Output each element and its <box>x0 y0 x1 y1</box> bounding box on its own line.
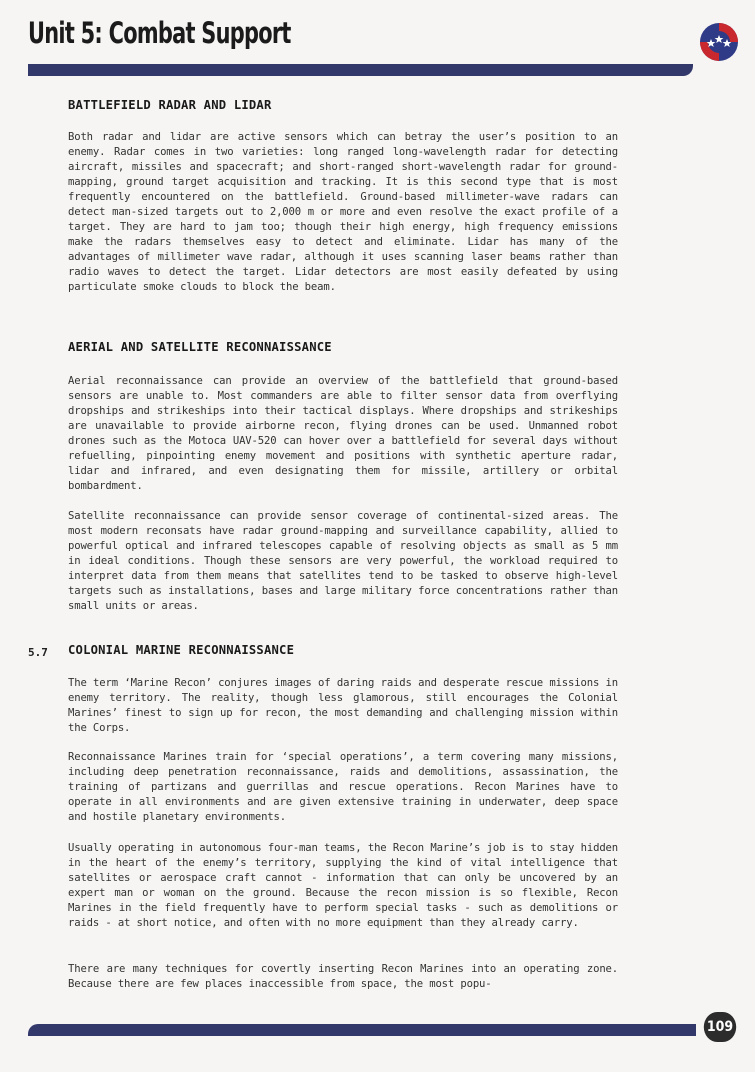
paragraph: The term ‘Marine Recon’ conjures images of daring raids and desperate rescue missions in enemy territory. The reality, though less glamorous, still encourages the Colonial Marines’ finest to sign up for recon, the most demanding and challenging mission within the Corps. <box>68 677 618 734</box>
paragraph: Reconnaissance Marines train for ‘special operations’, a term covering many missions, including deep penetration reconnaissance, raids and demolitions, assassination, the training of partizans and guerrillas and rescue operations. Recon Marines have to operate in all environments and are given extensive training in underwater, deep space and hostile planetary environments. <box>68 751 618 823</box>
header-bar <box>28 64 693 76</box>
section-heading-aerial-satellite: AERIAL AND SATELLITE RECONNAISSANCE <box>68 340 332 354</box>
paragraph: Both radar and lidar are active sensors which can betray the user’s position to an enemy. Radar comes in two varieties: long ranged long-wavelength radar for detecting aircraft, missiles and spacecraft; and short-ranged short-wavelength radar for ground-mapping, ground target acquisition and tracking. It is this second type that is most frequently encountered on the battlefield. Ground-based millimeter-wave radars can detect man-sized targets out to 2,000 m or more and even resolve the exact profile of a target. They are hard to jam too; though their high energy, high frequency emissions make the radars themselves easy to detect and eliminate. Lidar has many of the advantages of millimeter wave radar, although it uses scanning laser beams rather than radio waves to detect the target. Lidar detectors are most easily defeated by using particulate smoke clouds to block the beam. <box>68 131 618 293</box>
paragraph: Aerial reconnaissance can provide an overview of the battlefield that ground-based sensors are unable to. Most commanders are able to filter sensor data from overflying dropships and strikeships into their tactical displays. Where dropships and strikeships are unavailable to provide airborne recon, flying drones can be used. Unmanned robot drones such as the Motoca UAV-520 can hover over a battlefield for several days without refuelling, pinpointing enemy movement and positions with synthetic aperture radar, lidar and infrared, and even designating them for missile, artillery or orbital bombardment. <box>68 375 618 492</box>
page-header-title: Unit 5: Combat Support <box>28 16 291 50</box>
footer-bar <box>28 1024 696 1036</box>
page-number-badge: 109 <box>704 1012 736 1042</box>
star-emblem-icon <box>699 22 739 62</box>
section-heading-marine-recon: COLONIAL MARINE RECONNAISSANCE <box>68 643 295 657</box>
paragraph: There are many techniques for covertly inserting Recon Marines into an operating zone. Because there are few places inaccessible from space, the most popu- <box>68 963 618 990</box>
paragraph: Satellite reconnaissance can provide sensor coverage of continental-sized areas. The most modern reconsats have radar ground-mapping and surveillance capability, allied to powerful optical and infrared telescopes capable of resolving objects as small as 5 mm in ideal conditions. Though these sensors are very powerful, the workload required to interpret data from them means that satellites tend to be tasked to observe high-level targets such as installations, bases and large military force concentrations rather than small units or areas. <box>68 510 618 612</box>
paragraph: Usually operating in autonomous four-man teams, the Recon Marine’s job is to stay hidden in the heart of the enemy’s territory, supplying the kind of vital intelligence that satellites or aerospace craft cannot - information that can only be uncovered by an expert man or woman on the ground. Because the recon mission is so flexible, Recon Marines in the field frequently have to perform special tasks - such as demolitions or raids - at short notice, and often with no more equipment than they already carry. <box>68 842 618 929</box>
section-number: 5.7 <box>28 646 48 659</box>
section-heading-radar-lidar: BATTLEFIELD RADAR AND LIDAR <box>68 98 272 112</box>
